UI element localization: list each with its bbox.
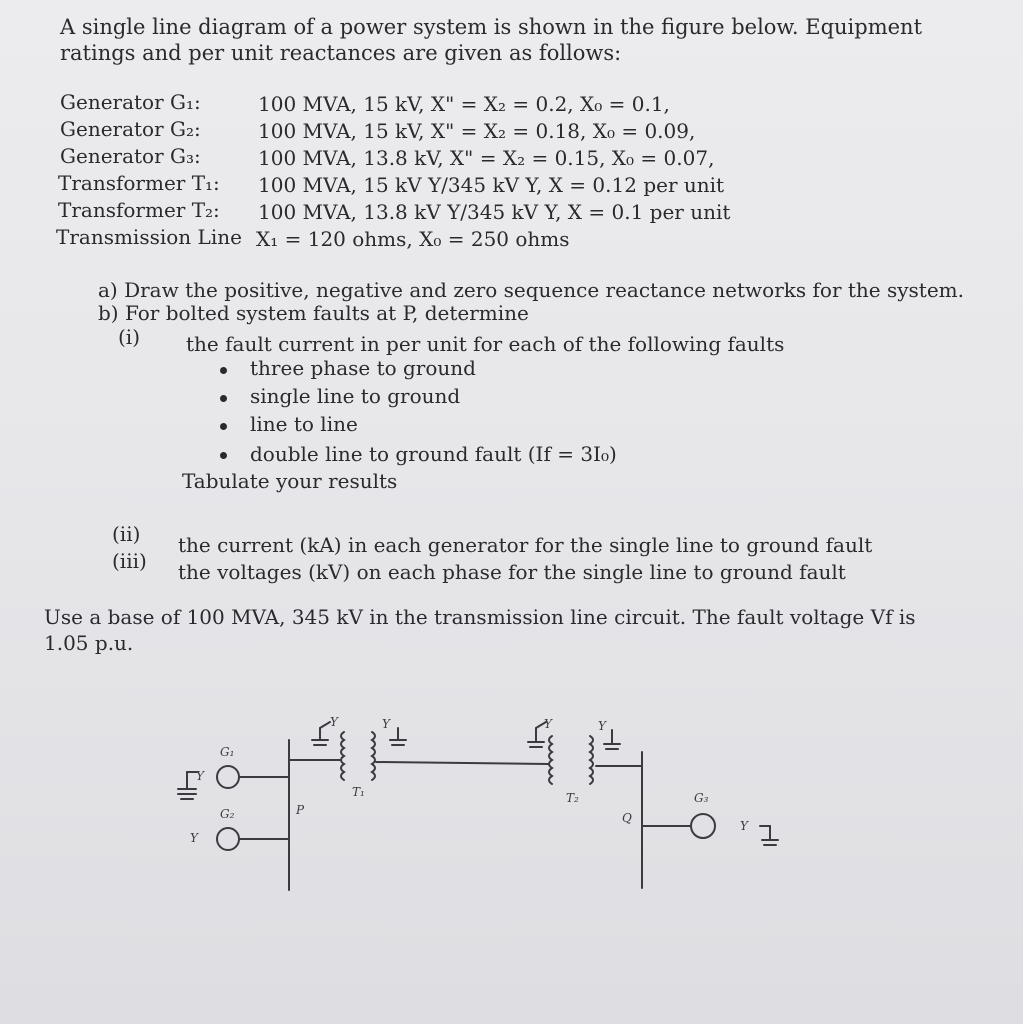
list-item: line to line xyxy=(250,412,358,436)
intro-line-1: A single line diagram of a power system is shown in the figure below. Equipment xyxy=(60,15,923,39)
transformer-t2-symbol xyxy=(549,736,593,784)
question-i-number: (i) xyxy=(118,325,141,349)
rating-label-g1: Generator G₁: xyxy=(60,90,201,114)
t1-wye-ground-left xyxy=(312,722,330,745)
label-y-t1-right: Y xyxy=(382,717,390,731)
t2-wye-ground-right xyxy=(604,730,620,749)
rating-value-g3: 100 MVA, 13.8 kV, X" = X₂ = 0.15, X₀ = 0.07, xyxy=(258,146,715,170)
question-iii-number: (iii) xyxy=(112,549,147,573)
generator-g3-symbol xyxy=(691,814,715,838)
list-item: double line to ground fault (If = 3I₀) xyxy=(250,442,617,466)
t1-wye-ground-right xyxy=(390,728,406,745)
label-g2: G₂ xyxy=(220,807,235,821)
list-item: three phase to ground xyxy=(250,356,476,380)
label-y-g3: Y xyxy=(740,819,748,833)
rating-value-t1: 100 MVA, 15 kV Y/345 kV Y, X = 0.12 per unit xyxy=(258,173,725,197)
label-y-t2-left: Y xyxy=(544,717,552,731)
label-t1: T₁ xyxy=(352,785,365,799)
rating-value-g2: 100 MVA, 15 kV, X" = X₂ = 0.18, X₀ = 0.09, xyxy=(258,119,696,143)
rating-label-g3: Generator G₃: xyxy=(60,144,201,168)
rating-value-t2: 100 MVA, 13.8 kV Y/345 kV Y, X = 0.1 per unit xyxy=(258,200,731,224)
question-b: b) For bolted system faults at P, determine xyxy=(98,301,529,325)
question-iii-text: the voltages (kV) on each phase for the single line to ground fault xyxy=(178,560,846,584)
label-q: Q xyxy=(622,811,632,825)
rating-value-line: X₁ = 120 ohms, X₀ = 250 ohms xyxy=(256,227,570,251)
g3-wye-ground-symbol xyxy=(760,826,778,845)
generator-g1-symbol xyxy=(217,766,239,788)
footer-line-2: 1.05 p.u. xyxy=(44,631,134,655)
label-t2: T₂ xyxy=(566,791,579,805)
generator-g2-symbol xyxy=(217,828,239,850)
intro-line-2: ratings and per unit reactances are given as follows: xyxy=(60,41,622,65)
footer-line-1: Use a base of 100 MVA, 345 kV in the transmission line circuit. The fault voltage Vf is xyxy=(44,605,916,629)
tabulate-instruction: Tabulate your results xyxy=(182,469,398,493)
question-ii-text: the current (kA) in each generator for the single line to ground fault xyxy=(178,533,873,557)
question-ii-number: (ii) xyxy=(112,522,141,546)
rating-label-line: Transmission Line xyxy=(56,225,242,249)
list-item: single line to ground xyxy=(250,384,461,408)
question-a: a) Draw the positive, negative and zero sequence reactance networks for the system. xyxy=(98,278,965,302)
g1-wye-ground-symbol xyxy=(178,772,198,799)
label-y-g2: Y xyxy=(190,831,198,845)
label-g3: G₃ xyxy=(694,791,709,805)
transformer-t1-symbol xyxy=(341,732,375,780)
rating-value-g1: 100 MVA, 15 kV, X" = X₂ = 0.2, X₀ = 0.1, xyxy=(258,92,670,116)
label-g1: G₁ xyxy=(220,745,235,759)
rating-label-t1: Transformer T₁: xyxy=(58,171,220,195)
rating-label-g2: Generator G₂: xyxy=(60,117,201,141)
label-y-t2-right: Y xyxy=(598,719,606,733)
question-i-text: the fault current in per unit for each of the following faults xyxy=(186,332,785,356)
label-y-g1: Y xyxy=(196,769,204,783)
transmission-line xyxy=(376,762,548,764)
label-p: P xyxy=(296,803,305,817)
label-y-t1-left: Y xyxy=(330,715,338,729)
rating-label-t2: Transformer T₂: xyxy=(58,198,220,222)
